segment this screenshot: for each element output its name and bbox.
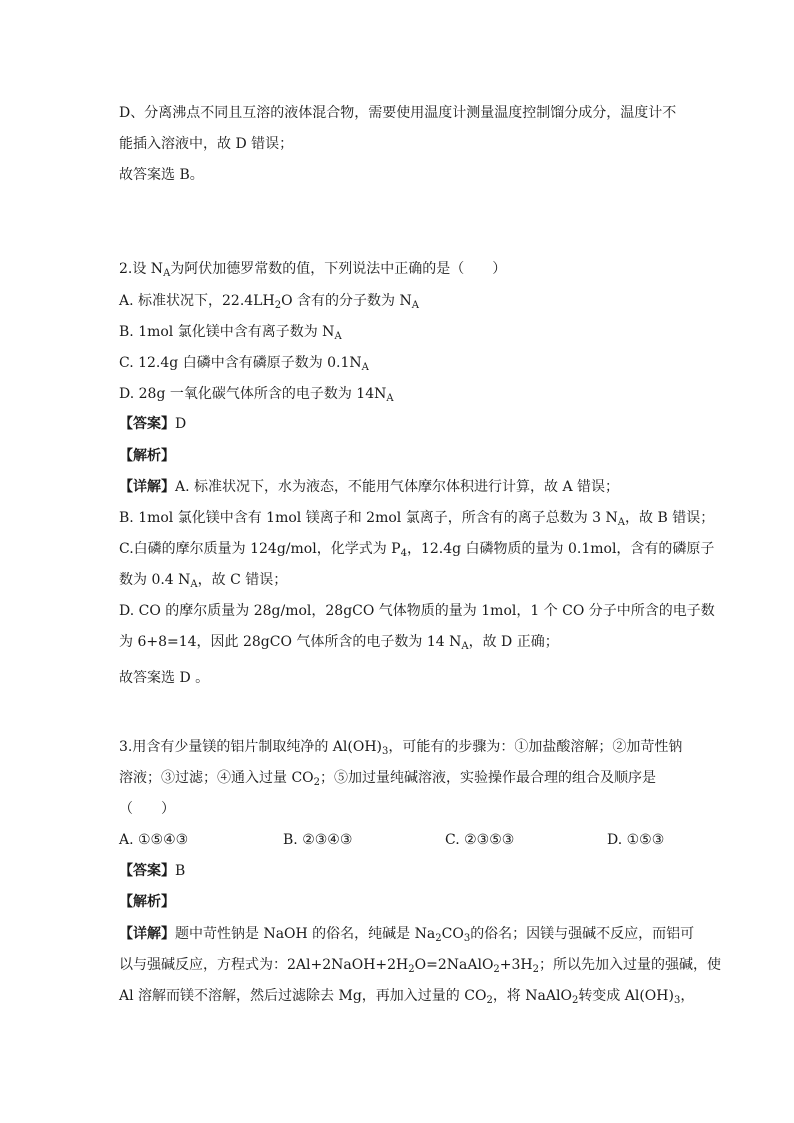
q3-option-a: A. ①⑤④③ [119,832,189,848]
q2-detail-d-line1: D. CO 的摩尔质量为 28g/mol，28gCO 气体物质的量为 1mol，1 个 CO 分子中所含的电子数 [119,603,715,619]
q2-option-d: D. 28g 一氧化碳气体所含的电子数为 $14N_A$ [119,386,394,404]
q3-stem-line3: （ ） [119,801,175,817]
q2-stem: 2.设 $N_A$为阿伏加德罗常数的值，下列说法中正确的是（ ） [119,261,507,279]
q2-detail-c-line2: 数为 0.4 $N_A$，故 C 错误； [119,572,288,590]
q3-detail-line3: Al 溶解而镁不溶解，然后过滤除去 Mg，再加入过量的 $CO_2$，将 NaAlO$_2$转变成 $Al(OH)_3$， [119,988,695,1006]
q3-analysis [119,892,175,912]
analysis-tag: 【解析】 [119,448,175,464]
detail-tag: 【详解】 [119,479,175,495]
q3-stem-line2: 溶液；③过滤；④通入过量 $CO_2$；⑤加过量纯碱溶液，实验操作最合理的组合及顺序是 [119,770,657,788]
detail-tag: 【详解】 [119,926,175,942]
analysis-tag: 【解析】 [119,894,175,910]
q2-detail-c-line1: C.白磷的摩尔质量为 124g/mol，化学式为 $P_4$，12.4g 白磷物质的量为 0.1mol，含有的磷原子 [119,541,715,559]
q2-detail-d-line2: 为 6+8=14，因此 28gCO 气体所含的电子数为 14 $N_A$，故 D 正确； [119,634,559,652]
q2-detail-b: B. 1mol 氯化镁中含有 1mol 镁离子和 2mol 氯离子，所含有的离子总数为 3 $N_A$，故 B 错误； [119,510,715,528]
q3-stem-line1: 3.用含有少量镁的铝片制取纯净的 $Al(OH)_3$，可能有的步骤为：①加盐酸溶解；②加苛性钠 [119,739,683,757]
q3-option-d: D. ①⑤③ [607,832,665,848]
q2-option-b: B. 1mol 氯化镁中含有离子数为 $N_A$ [119,324,342,342]
q3-detail-line1: 【详解】题中苛性钠是 NaOH 的俗名，纯碱是 $Na_2CO_3$的俗名；因镁与强碱不反应，而铝可 [119,926,695,944]
q3-detail-line2: 以与强碱反应，方程式为：$2Al+2NaOH+2H_2O=2NaAlO_2+3H_2$；所以先加入过量的强碱，使 [119,957,722,975]
q2-option-c: C. 12.4g 白磷中含有磷原子数为 $0.1N_A$ [119,355,369,373]
q2-option-a: A. 标准状况下，$22.4LH_2O$ 含有的分子数为 $N_A$ [119,293,419,311]
q2-analysis [119,446,175,466]
answer-tag: 【答案】 [119,863,175,879]
q2-conclusion: 故答案选 D 。 [119,670,210,686]
q3-option-b: B. ②③④③ [283,832,353,848]
answer-tag: 【答案】 [119,416,175,432]
q3-option-c: C. ②③⑤③ [445,832,515,848]
q1-option-d-explanation-line2: 能插入溶液中，故 D 错误； [119,136,294,152]
q2-answer: 【答案】D [119,416,187,432]
q1-option-d-explanation-line1: D、分离沸点不同且互溶的液体混合物，需要使用温度计测量温度控制馏分成分，温度计不 [119,105,677,121]
q3-answer: 【答案】B [119,863,186,879]
q1-conclusion: 故答案选 B。 [119,167,204,183]
q2-detail-a: 【详解】A. 标准状况下，水为液态，不能用气体摩尔体积进行计算，故 A 错误； [119,479,620,495]
